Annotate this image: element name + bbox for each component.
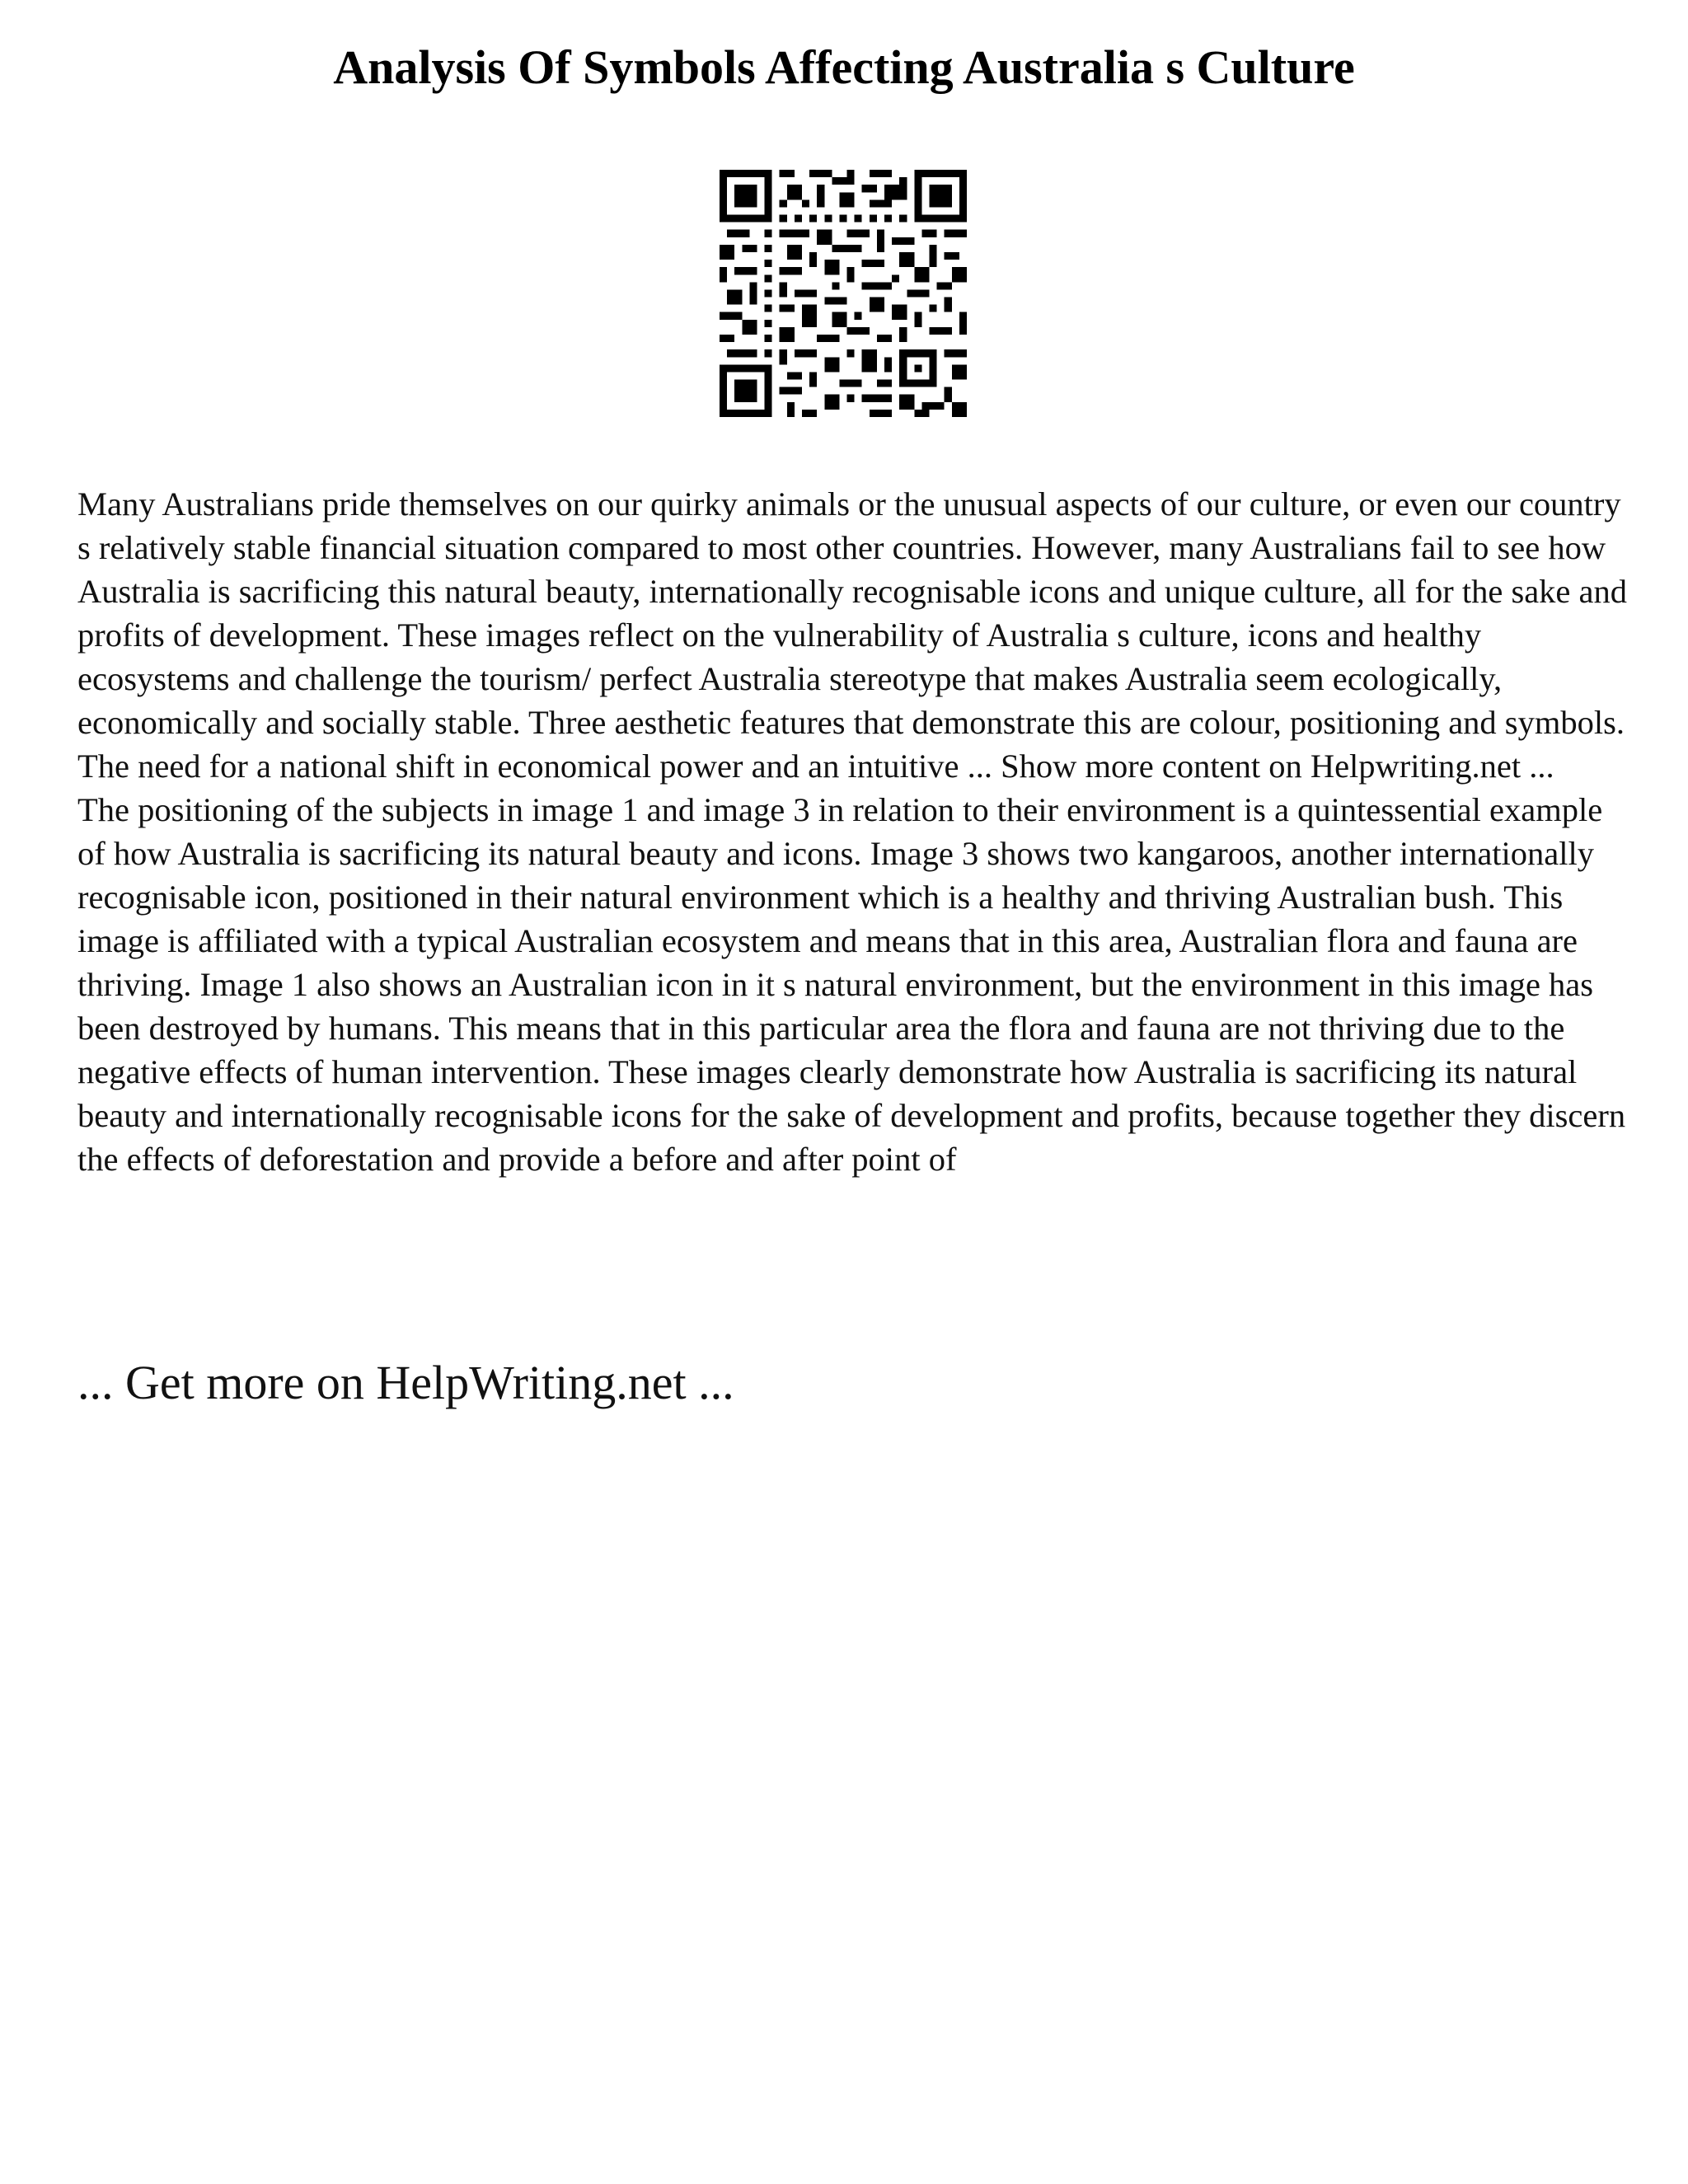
article-body <box>77 482 1627 1181</box>
paragraph-1: Many Australians pride themselves on our quirky animals or the unusual aspects of our culture, or even our country s relatively stable financial situation compared to most other countries. However, many Australians fail to see how Australia is sacrificing this natural beauty, internationally recognisable icons and unique culture, all for the sake and profits of development. These images reflect on the vulnerability of Australia s culture, icons and healthy ecosystems and challenge the tourism/ perfect Australia stereotype that makes Australia seem ecologically, economically and socially stable. Three aesthetic features that demonstrate this are colour, positioning and symbols. The need for a national shift in economical power and an intuitive ... Show more content on Helpwriting.net ... <box>77 485 1628 785</box>
get-more-link[interactable]: ... Get more on HelpWriting.net ... <box>77 1356 734 1409</box>
paragraph-2: The positioning of the subjects in image 1 and image 3 in relation to their environment is a quintessential example of how Australia is sacrificing its natural beauty and icons. Image 3 shows two kangaroos, another internationally recognisable icon, positioned in their natural environment which is a healthy and thriving Australian bush. This image is affiliated with a typical Australian ecosystem and means that in this area, Australian flora and fauna are thriving. Image 1 also shows an Australian icon in it s natural environment, but the environment in this image has been destroyed by humans. This means that in this particular area the flora and fauna are not thriving due to the negative effects of human intervention. These images clearly demonstrate how Australia is sacrificing its natural beauty and internationally recognisable icons for the sake of development and profits, because together they discern the effects of deforestation and provide a before and after point of <box>77 791 1626 1178</box>
page-title: Analysis Of Symbols Affecting Australia s Culture <box>333 40 1355 94</box>
qr-code-icon <box>720 170 967 417</box>
